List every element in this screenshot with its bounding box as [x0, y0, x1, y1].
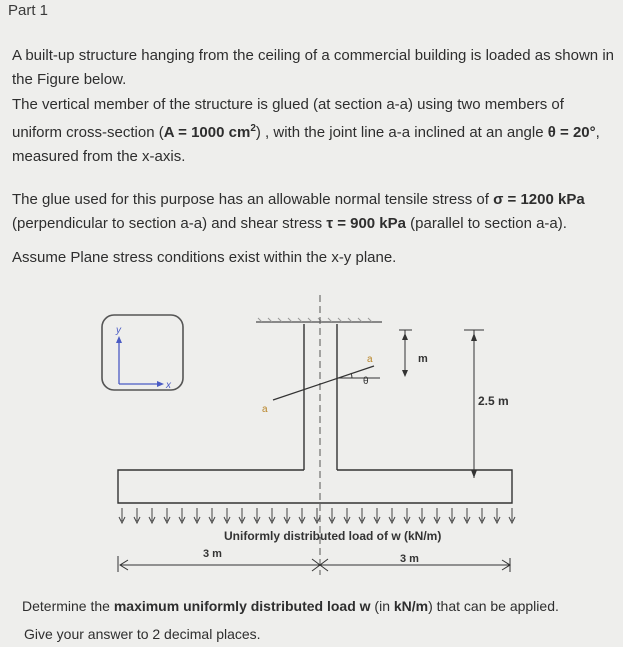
section-label-a-bottom: a: [262, 404, 268, 415]
intro-paragraph: A built-up structure hanging from the ceiling of a commercial building is loaded as shown in the Figure below.: [12, 47, 614, 88]
section-dimension: [399, 330, 428, 377]
load-label: Uniformly distributed load of w (kN/m): [224, 529, 442, 543]
horizontal-beam: [118, 470, 512, 503]
span-right-label: 3 m: [400, 553, 419, 565]
axis-x-label: x: [166, 380, 171, 391]
structure-figure: [0, 270, 623, 595]
distributed-load-arrows: [119, 508, 515, 523]
section-label-a-top: a: [367, 354, 373, 365]
span-left-label: 3 m: [203, 548, 222, 560]
dimension-m-label: m: [418, 353, 428, 365]
angle-theta-label: θ: [363, 376, 369, 387]
joint-paragraph: The vertical member of the structure is glued (at section a-a) using two members of uniform cross-section (A = 1000 $cm^2$) , with the joint line a-a inclined at an angle θ = 20°, measured from the x-axis.: [12, 96, 600, 165]
section-line-a-a: [262, 354, 380, 415]
assumption-paragraph: Assume Plane stress conditions exist within the x-y plane.: [12, 249, 397, 266]
height-dimension: [464, 330, 509, 478]
height-dimension-label: 2.5 m: [478, 394, 509, 408]
axis-y-label: y: [116, 325, 121, 336]
glue-paragraph: The glue used for this purpose has an allowable normal tensile stress of σ = 1200 kPa (perpendicular to section a-a) and shear stress τ = 900 kPa (parallel to section a-a).: [12, 191, 585, 232]
ceiling-support: [256, 318, 382, 322]
instruction-text: Give your answer to 2 decimal places.: [24, 626, 261, 642]
span-dimension: [118, 548, 510, 572]
question-text: Determine the maximum uniformly distributed load w (in kN/m) that can be applied.: [22, 598, 559, 614]
part-title: Part 1: [8, 2, 49, 19]
coordinate-axes-icon: [102, 315, 183, 391]
